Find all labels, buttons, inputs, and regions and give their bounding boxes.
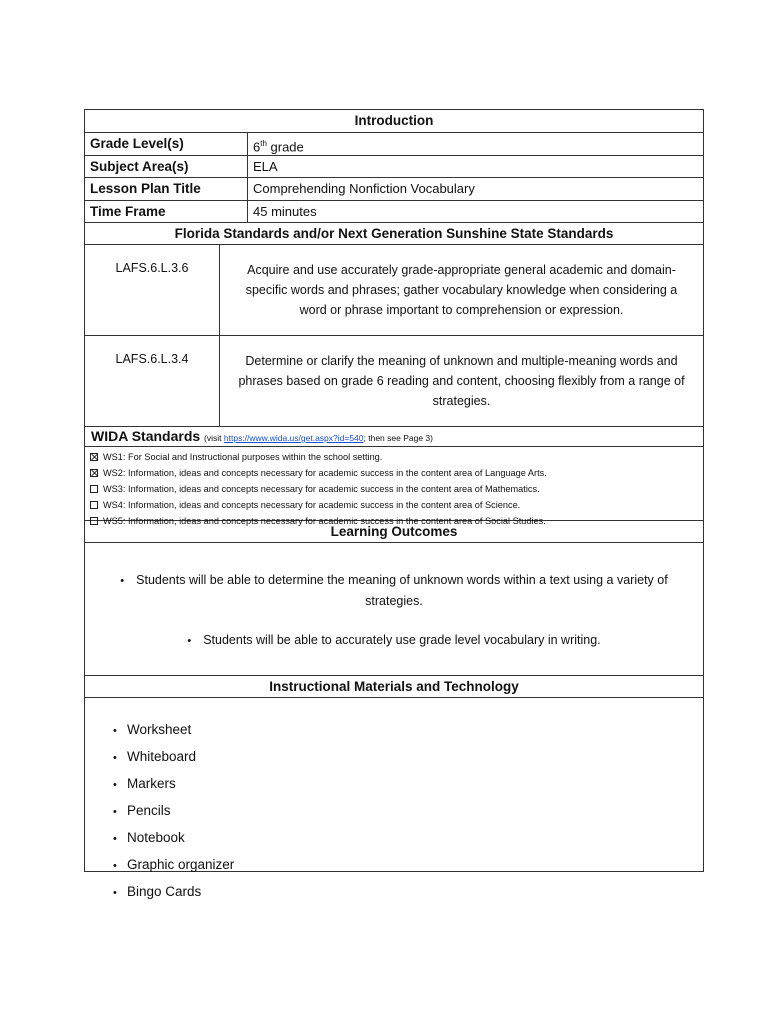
wida-note: (visit https://www.wida.us/get.aspx?id=540; then see Page 3)	[204, 433, 433, 443]
outcome-item: • Students will be able to accurately use grade level vocabulary in writing.	[187, 633, 601, 647]
grade-level-label: Grade Level(s)	[85, 133, 248, 155]
time-frame-value: 45 minutes	[253, 203, 317, 219]
lesson-title-row	[85, 177, 703, 200]
introduction-heading: Introduction	[354, 113, 434, 128]
checked-checkbox[interactable]	[90, 469, 98, 477]
time-frame-label: Time Frame	[85, 201, 248, 223]
material-item: • Graphic organizer	[85, 851, 703, 878]
unchecked-checkbox[interactable]	[90, 485, 98, 493]
wida-checklist	[85, 446, 703, 526]
bullet-icon: •	[113, 887, 117, 899]
wida-item: WS2: Information, ideas and concepts necessary for academic success in the content area of Language Arts.	[90, 465, 703, 481]
materials-section	[85, 697, 703, 899]
lesson-plan-table	[84, 109, 704, 899]
unchecked-checkbox[interactable]	[90, 517, 98, 525]
wida-item: WS4: Information, ideas and concepts necessary for academic success in the content area of Science.	[90, 497, 703, 513]
standard-row	[85, 335, 703, 426]
bullet-icon: •	[113, 725, 117, 737]
bullet-icon: •	[113, 806, 117, 818]
subject-area-value: ELA	[253, 158, 278, 174]
material-item: • Markers	[85, 770, 703, 797]
unchecked-checkbox[interactable]	[90, 501, 98, 509]
bullet-icon: •	[113, 752, 117, 764]
lesson-title-label: Lesson Plan Title	[85, 178, 248, 200]
wida-item: WS1: For Social and Instructional purposes within the school setting.	[90, 449, 703, 465]
wida-item: WS5: Information, ideas and concepts necessary for academic success in the content area of Social Studies.	[90, 513, 703, 529]
bullet-icon: •	[113, 779, 117, 791]
outcome-item: • Students will be able to determine the meaning of unknown words within a text using a variety of strategies.	[120, 573, 668, 608]
standard-row	[85, 244, 703, 335]
lesson-title-value: Comprehending Nonfiction Vocabulary	[253, 181, 475, 196]
wida-link[interactable]: https://www.wida.us/get.aspx?id=540	[223, 433, 364, 443]
subject-area-label: Subject Area(s)	[85, 156, 248, 178]
grade-level-row	[85, 132, 703, 155]
standards-heading: Florida Standards and/or Next Generation Sunshine State Standards	[85, 222, 703, 244]
bullet-icon: •	[113, 833, 117, 845]
outcomes-section	[85, 542, 703, 675]
standard-description: Acquire and use accurately grade-appropriate general academic and domain-specific words and phrases; gather vocabulary knowledge when considering a word or phrase important to comprehension or expression.	[245, 263, 678, 317]
standard-description: Determine or clarify the meaning of unknown and multiple-meaning words and phrases based on grade 6 reading and content, choosing flexibly from a range of strategies.	[238, 354, 685, 408]
materials-heading: Instructional Materials and Technology	[85, 675, 703, 697]
material-item: • Pencils	[85, 797, 703, 824]
wida-item: WS3: Information, ideas and concepts necessary for academic success in the content area of Mathematics.	[90, 481, 703, 497]
subject-area-row	[85, 155, 703, 178]
material-item: • Notebook	[85, 824, 703, 851]
bullet-icon: •	[187, 635, 192, 647]
standard-code: LAFS.6.L.3.4	[85, 336, 220, 426]
material-item: • Whiteboard	[85, 743, 703, 770]
checked-checkbox[interactable]	[90, 453, 98, 461]
material-item: • Worksheet	[85, 716, 703, 743]
wida-heading	[85, 426, 703, 446]
time-frame-row	[85, 200, 703, 223]
material-item: • Bingo Cards	[85, 878, 703, 905]
bullet-icon: •	[120, 575, 125, 587]
grade-level-value: 6th grade	[253, 139, 304, 155]
bullet-icon: •	[113, 860, 117, 872]
wida-title: WIDA Standards	[91, 428, 201, 444]
standard-code: LAFS.6.L.3.6	[85, 245, 220, 335]
outcomes-heading: Learning Outcomes	[85, 520, 703, 542]
